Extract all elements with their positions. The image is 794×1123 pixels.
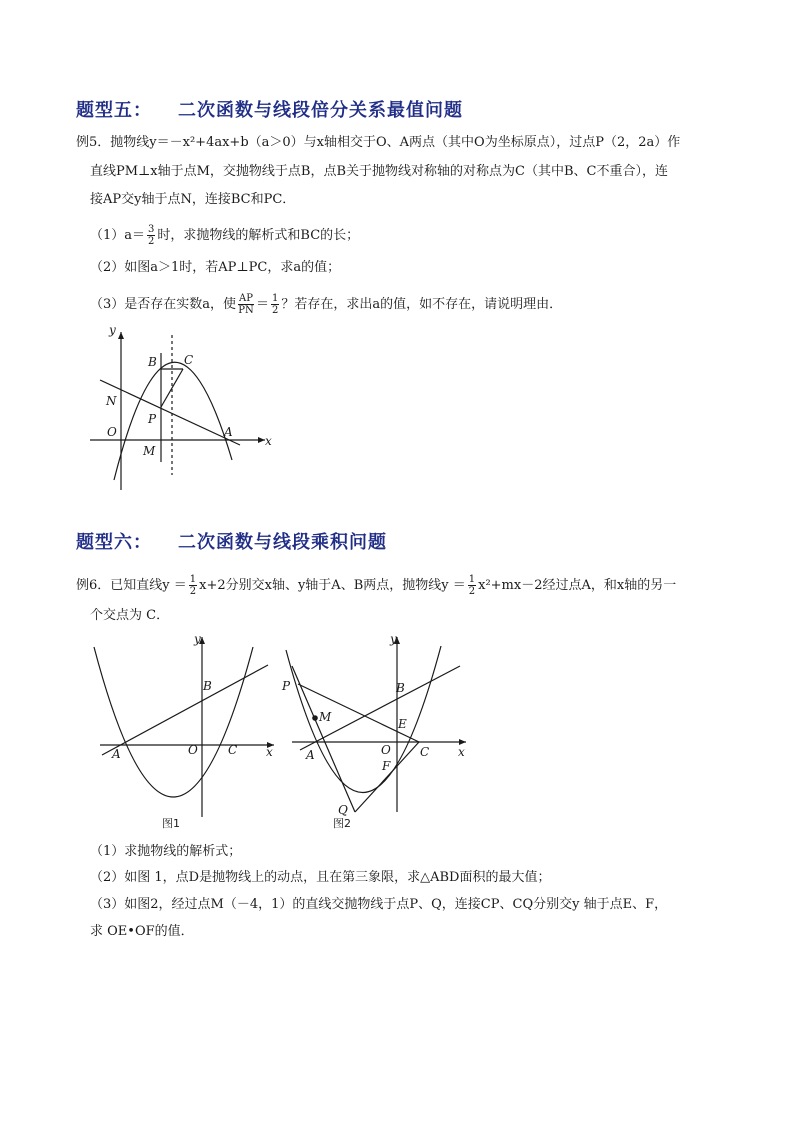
numerator: 3 <box>148 224 155 235</box>
section6-heading <box>76 528 387 554</box>
parabola <box>94 647 253 797</box>
ex6-line1 <box>76 574 676 597</box>
denominator: 2 <box>189 586 197 597</box>
fig2-label-f: F <box>382 759 391 773</box>
fig5-label-b: B <box>148 355 157 369</box>
fig5-label-o: O <box>107 425 117 439</box>
fig2-label-m: M <box>319 710 332 724</box>
ex5-line1 <box>76 134 680 152</box>
fraction <box>271 293 279 316</box>
fig5-label-p: P <box>148 412 157 426</box>
fig2-caption: 图2 <box>333 817 351 830</box>
fig5-label-a: A <box>224 425 233 439</box>
q-text: 时，求抛物线的解析式和BC的长； <box>157 228 360 243</box>
y-axis-arrow <box>118 332 124 339</box>
section6-title-text: 二次函数与线段乘积问题 <box>178 532 387 553</box>
numerator: 1 <box>468 574 476 585</box>
fig2-label-p: P <box>282 679 291 693</box>
line-ab <box>300 666 460 750</box>
ex6-text: x²+mx－2经过点A，和x轴的另一 <box>478 578 677 593</box>
fig5-label-c: C <box>184 353 194 367</box>
numerator: 1 <box>272 293 279 304</box>
q-text: ？若存在，求出a的值，如不存在，请说明理由． <box>281 297 563 312</box>
section5-heading <box>76 96 463 122</box>
fraction <box>238 293 254 316</box>
fig2-label-b: B <box>396 681 405 695</box>
section5-title-text: 二次函数与线段倍分关系最值问题 <box>178 100 463 121</box>
fig2-label-e: E <box>398 717 407 731</box>
q-text: （1）a＝ <box>90 228 146 243</box>
fig2-label-y: y <box>390 632 397 646</box>
ex6-text: x+2分别交x轴、y轴于A、B两点，抛物线y ＝ <box>199 578 466 593</box>
section6-title-label: 题型六： <box>76 532 152 553</box>
ex5-text: 与x轴相交于O、A两点（其中O为坐标原点），过点P（2，2a）作 <box>303 135 681 150</box>
ex6-figure2 <box>278 632 478 832</box>
fig2-label-x: x <box>458 745 465 759</box>
fig1-label-x: x <box>266 745 273 759</box>
ex6-question1: （1）求抛物线的解析式； <box>90 844 242 859</box>
ex6-label: 例6． <box>76 578 111 593</box>
denominator: 2 <box>272 305 279 316</box>
point-m <box>312 715 318 721</box>
fig5-label-m: M <box>143 444 156 458</box>
line-pq <box>292 666 355 812</box>
ex5-label: 例5． <box>76 135 111 150</box>
ex5-question1 <box>90 224 359 247</box>
line-ab <box>102 665 268 755</box>
fig2-label-a: A <box>306 748 315 762</box>
ex5-line2: 直线PM⊥x轴于点M，交抛物线于点B，点B关于抛物线对称轴的对称点为C（其中B、C不重合），连 <box>90 164 668 179</box>
ex6-figure1 <box>88 632 283 832</box>
ex5-line3: 接AP交y轴于点N，连接BC和PC． <box>90 192 296 207</box>
q-text: （3）是否存在实数a，使 <box>90 297 237 312</box>
fig1-label-o: O <box>188 743 198 757</box>
parabola <box>286 646 441 793</box>
ex6-line2: 个交点为 C． <box>90 608 170 623</box>
fraction <box>189 574 197 597</box>
denominator: 2 <box>468 586 476 597</box>
ex5-text: 抛物线 <box>110 135 150 150</box>
ex6-text: 已知直线y ＝ <box>110 578 187 593</box>
numerator: AP <box>239 293 253 304</box>
ex6-question4: 求 OE•OF的值． <box>90 924 194 939</box>
fig5-label-n: N <box>106 394 117 408</box>
denominator: 2 <box>148 236 155 247</box>
denominator: PN <box>238 305 254 316</box>
fig1-label-b: B <box>203 679 212 693</box>
ex5-figure <box>80 320 280 495</box>
fig5-label-y: y <box>109 323 116 337</box>
ex5-question3 <box>90 293 562 316</box>
ex6-question3: （3）如图2，经过点M（－4，1）的直线交抛物线于点P、Q，连接CP、CQ分别交y 轴于点E、F， <box>90 897 668 912</box>
numerator: 1 <box>189 574 197 585</box>
ex6-question2: （2）如图 1，点D是抛物线上的动点，且在第三象限，求△ABD面积的最大值； <box>90 870 551 885</box>
section5-title-label: 题型五： <box>76 100 152 121</box>
fig2-label-c: C <box>420 745 430 759</box>
fig1-label-a: A <box>112 747 121 761</box>
fraction <box>147 224 155 247</box>
fig1-label-c: C <box>228 743 238 757</box>
fig1-caption: 图1 <box>162 817 180 830</box>
q-text: ＝ <box>255 297 269 312</box>
ex5-equation: y＝－x²+4ax+b（a＞0） <box>149 135 304 150</box>
fig1-label-y: y <box>194 632 201 646</box>
ex5-question2: （2）如图a＞1时，若AP⊥PC，求a的值； <box>90 260 341 275</box>
fig2-label-o: O <box>381 743 391 757</box>
fig2-label-q: Q <box>338 803 348 817</box>
x-axis-arrow <box>258 437 265 443</box>
fig5-label-x: x <box>265 434 272 448</box>
parabola <box>114 362 232 480</box>
fraction <box>468 574 476 597</box>
